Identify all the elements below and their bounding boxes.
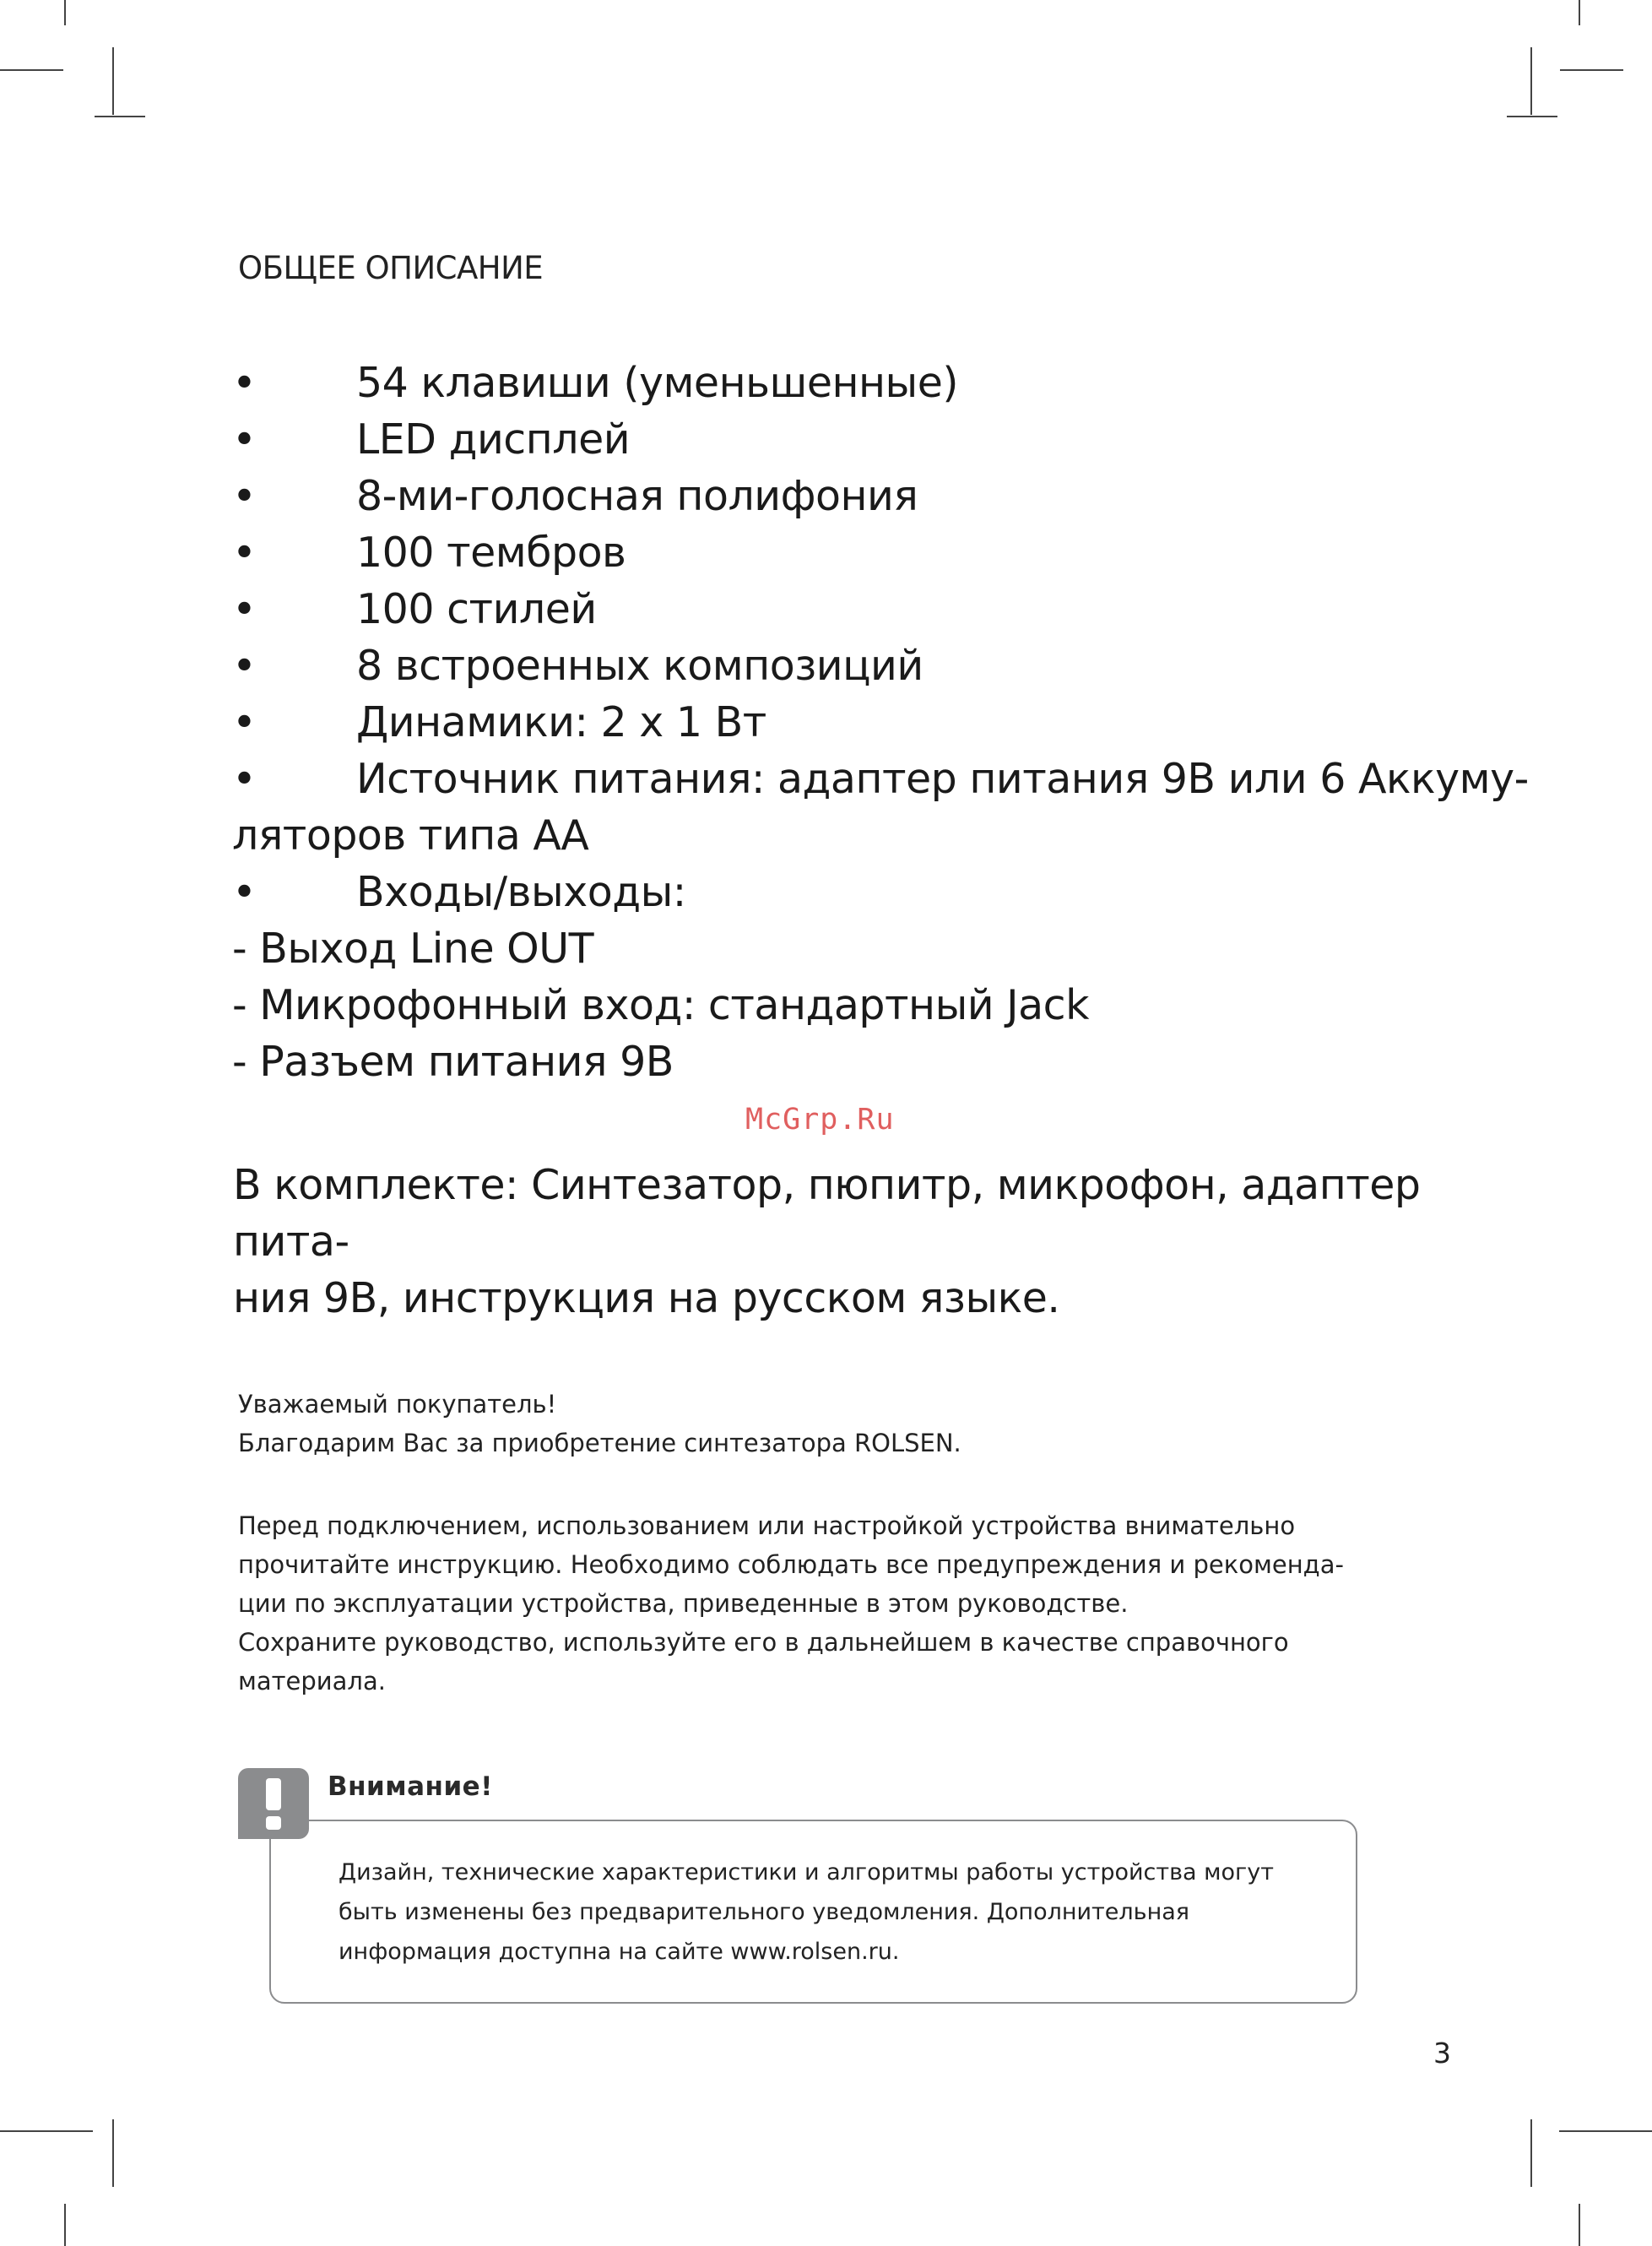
feature-text: Входы/выходы: xyxy=(356,868,686,916)
crop-mark xyxy=(1530,2119,1532,2187)
crop-mark xyxy=(0,69,63,71)
greeting: Уважаемый покупатель! xyxy=(238,1390,557,1419)
crop-mark xyxy=(1559,2130,1652,2132)
list-item xyxy=(232,581,1481,637)
list-item xyxy=(232,355,1481,411)
crop-mark xyxy=(95,116,145,117)
crop-mark xyxy=(1579,2204,1580,2246)
crop-mark xyxy=(64,0,66,25)
feature-continuation: ляторов типа АА xyxy=(232,811,589,860)
bullet: • xyxy=(232,698,257,746)
feature-text: 8-ми-голосная полифония xyxy=(356,472,918,520)
warning-line: Дизайн, технические характеристики и алгоритмы работы устройства могут xyxy=(339,1859,1274,1885)
feature-list xyxy=(232,355,1529,1090)
intro-line: Сохраните руководство, используйте его в дальнейшем в качестве справочного xyxy=(238,1628,1289,1657)
bullet: • xyxy=(232,359,257,407)
intro-line: материала. xyxy=(238,1667,386,1695)
bullet: • xyxy=(232,755,257,803)
feature-text: 100 стилей xyxy=(356,585,597,633)
bullet: • xyxy=(232,585,257,633)
crop-mark xyxy=(112,47,114,115)
warning-text xyxy=(339,1853,1335,1972)
package-contents xyxy=(233,1157,1482,1326)
bullet: • xyxy=(232,415,257,464)
list-item xyxy=(232,524,1481,581)
package-line: ния 9В, инструкция на русском языке. xyxy=(233,1274,1060,1322)
bullet: • xyxy=(232,642,257,690)
crop-mark xyxy=(1579,0,1580,25)
watermark-link[interactable]: McGrp.Ru xyxy=(745,1103,895,1137)
crop-mark xyxy=(1560,69,1623,71)
crop-mark xyxy=(112,2119,114,2187)
intro-line: прочитайте инструкцию. Необходимо соблюдать все предупреждения и рекоменда- xyxy=(238,1550,1344,1579)
bullet: • xyxy=(232,472,257,520)
list-item-power xyxy=(232,751,1529,807)
thanks: Благодарим Вас за приобретение синтезатора ROLSEN. xyxy=(238,1429,961,1457)
list-item xyxy=(232,468,1481,524)
intro-text xyxy=(238,1385,1420,1701)
package-line: В комплекте: Синтезатор, пюпитр, микрофон, адаптер пита- xyxy=(233,1161,1421,1266)
bullet: • xyxy=(232,529,257,577)
intro-line: Перед подключением, использованием или настройкой устройства внимательно xyxy=(238,1511,1296,1540)
feature-text: LED дисплей xyxy=(356,415,631,464)
crop-mark xyxy=(1530,47,1532,115)
crop-mark xyxy=(1507,116,1557,117)
feature-text: 54 клавиши (уменьшенные) xyxy=(356,359,958,407)
feature-text: Источник питания: адаптер питания 9В или 6 Аккуму- xyxy=(356,755,1529,803)
list-item-io xyxy=(232,864,1481,920)
io-item: - Выход Line OUT xyxy=(232,925,594,973)
warning-title: Внимание! xyxy=(328,1771,493,1802)
feature-text: 100 тембров xyxy=(356,529,626,577)
feature-text: 8 встроенных композиций xyxy=(356,642,923,690)
feature-text: Динамики: 2 х 1 Вт xyxy=(356,698,766,746)
list-item xyxy=(232,694,1481,751)
bullet: • xyxy=(232,868,257,916)
crop-mark xyxy=(0,2130,93,2132)
exclamation-icon xyxy=(238,1768,309,1839)
warning-line: быть изменены без предварительного уведомления. Дополнительная xyxy=(339,1899,1190,1925)
io-item: - Микрофонный вход: стандартный Jack xyxy=(232,981,1089,1029)
io-item: - Разъем питания 9В xyxy=(232,1038,674,1086)
crop-mark xyxy=(64,2204,66,2246)
list-item xyxy=(232,637,1481,694)
section-title: ОБЩЕЕ ОПИСАНИЕ xyxy=(238,250,544,286)
intro-line: ции по эксплуатации устройства, приведенные в этом руководстве. xyxy=(238,1589,1129,1618)
page-number: 3 xyxy=(1433,2037,1451,2070)
warning-line: информация доступна на сайте www.rolsen.ru. xyxy=(339,1939,900,1965)
list-item xyxy=(232,411,1481,468)
